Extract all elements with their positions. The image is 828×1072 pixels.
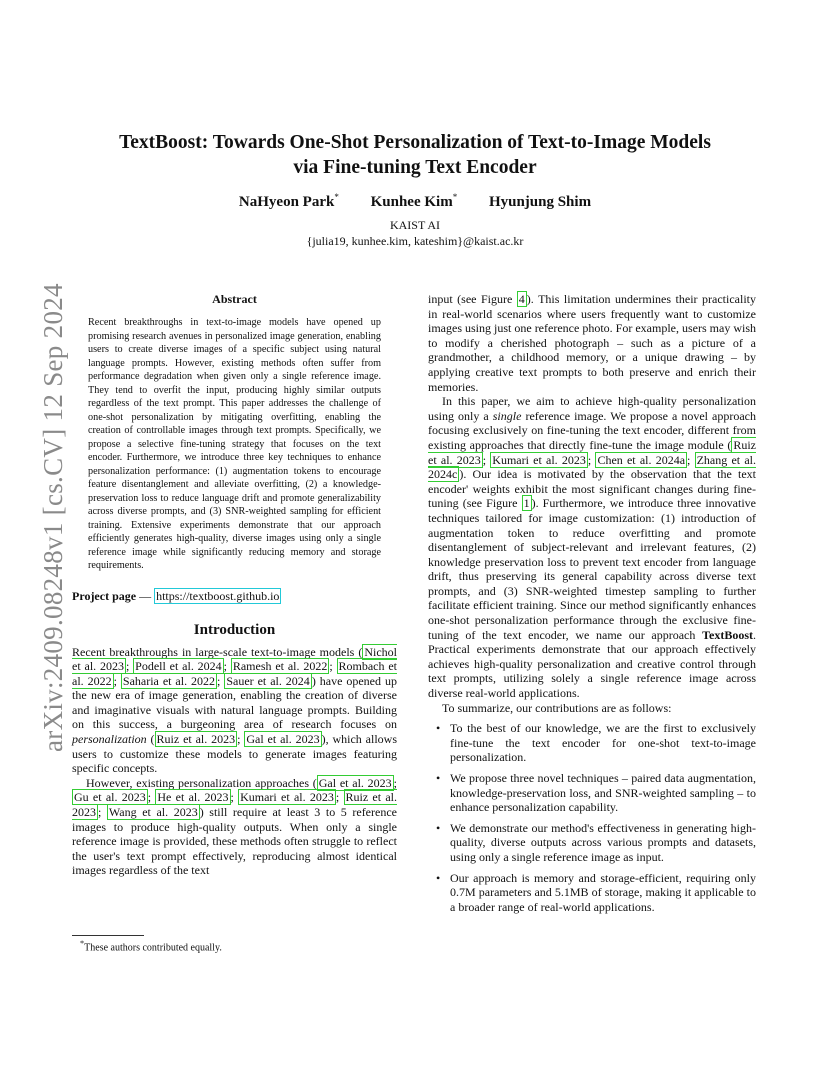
contributions-intro: To summarize, our contributions are as follows: (442, 700, 672, 715)
citation-link[interactable]: Rombach et al. 2022 (72, 659, 397, 688)
intro-paragraph-2: However, existing personalization approaches ( Gal et al. 2023 ; Gu et al. 2023 ; He et al. 2023 ; Kumari et al. 2023 ; Ruiz et al. 2023 ; Wang et al. 2023 ) still require at least 3 to 5 reference images to produce high-quality outputs. When only a single reference image is provided, these methods often struggle to reflect the user's text prompt effectively, reproducing almost identical images regardless of the text (72, 775, 398, 878)
right-paragraph-2: In this paper, we aim to achieve high-quality personalization using only a single reference image. We propose a novel approach focusing exclusively on fine-tuning the text encoder, different from existing approaches that directly fine-tune the image module ( Ruiz et al. 2023 ; Kumari et al. 2023 ; Chen et al. 2024a ; Zhang et al. 2024c ). Our idea is motivated by the observation that the text encoder' weights exhibit the most significant changes during fine-tuning (see Figure 1 ). Furthermore, we introduce three innovative techniques tailored for image customization: (1) introduction of augmentation token to reduce overfitting and promote disentanglement of subject-relevant and irrelevant features, (2) knowledge preservation loss to prevent text encoder from language drift, thus preserving its general capability across diverse text prompts, and (3) SNR-weighted timestep sampling to further facilitate efficient training. Since our method significantly enhances one-shot personalization performance through the exclusive fine-tuning of the text encoder, we name our approach TextBoost. Practical experiments demonstrate that our approach effectively achieves high-quality personalization and creative control through text prompts, utilizing solely a single reference image across diverse real-world applications. (428, 394, 756, 701)
arxiv-identifier: arXiv:2409.08248v1 [cs.CV] 12 Sep 2024 (38, 283, 68, 752)
list-item: • We demonstrate our method's effectiveness in generating high-quality, diverse outputs across various prompts and datasets, using only a single reference image as input. (436, 820, 756, 864)
citation-link[interactable]: Saharia et al. 2022 (122, 673, 216, 688)
author-3: Hyunjung Shim (488, 194, 592, 210)
author-emails: {julia19, kunhee.kim, kateshim}@kaist.ac.kr (306, 234, 524, 248)
title-line-2: via Fine-tuning Text Encoder (293, 157, 537, 178)
project-page-label: Project page (72, 588, 137, 603)
citation-link[interactable]: Zhang et al. 2024c (428, 452, 756, 482)
citation-link[interactable]: Ruiz et al. 2023 (428, 437, 756, 467)
left-column (72, 292, 397, 878)
project-page-link[interactable]: https://textboost.github.io (156, 588, 280, 603)
footnote: *These authors contributed equally. (80, 939, 222, 954)
intro-paragraph-1: Recent breakthroughs in large-scale text-to-image models ( Nichol et al. 2023 ; Podell et al. 2024 ; Ramesh et al. 2022 ; Rombach et al. 2022 ; Saharia et al. 2022 ; Sauer et al. 2024 ) have opened up the new era of image generation, enabling the creation of diverse and imaginative visuals with natural language prompts. Building on this success, a burgeoning area of research focuses on personalization ( Ruiz et al. 2023 ; Gal et al. 2023 ), which allows users to customize these models to generate images featuring specific concepts. (72, 644, 397, 776)
title-line-1: TextBoost: Towards One-Shot Personalization of Text-to-Image Models (119, 132, 711, 153)
citation-link[interactable]: Ramesh et al. 2022 (232, 659, 328, 674)
project-page-line: Project page — https://textboost.github.io (72, 588, 280, 603)
citation-link[interactable]: Sauer et al. 2024 (226, 673, 310, 688)
bullet-icon: • (436, 870, 441, 885)
citation-link[interactable]: Wang et al. 2023 (108, 805, 198, 820)
author-1: NaHyeon Park* (238, 192, 339, 210)
citation-link[interactable]: He et al. 2023 (157, 790, 229, 805)
citation-link[interactable]: Gal et al. 2023 (246, 732, 320, 747)
bullet-icon: • (436, 771, 441, 785)
citation-link[interactable]: Nichol et al. 2023 (72, 644, 397, 674)
citation-link[interactable]: Ruiz et al. 2023 (72, 790, 398, 820)
right-paragraph-1: input (see Figure 4 ). This limitation undermines their practicality in real-world scenarios where users frequently want to customize images using just one reference photo. For example, users may wish to modify a cherished photograph – such as a picture of a grandmother, a childhood memory, or a unique drawing – by applying creative text prompts to both preserve and enrich their memories. (428, 292, 756, 394)
contributions-list (428, 721, 756, 914)
paper-title (80, 130, 750, 180)
list-item: • To the best of our knowledge, we are the first to exclusively fine-tune the text encoder for one-shot text-to-image personalization. (436, 721, 756, 765)
citation-link[interactable]: Gal et al. 2023 (318, 775, 392, 790)
right-column (428, 292, 756, 920)
citation-link[interactable]: Podell et al. 2024 (135, 659, 222, 674)
author-2: Kunhee Kim* (370, 192, 458, 210)
citation-link[interactable]: Kumari et al. 2023 (492, 452, 586, 467)
introduction-heading: Introduction (193, 621, 276, 638)
citation-link[interactable]: Kumari et al. 2023 (240, 790, 334, 805)
bullet-icon: • (436, 721, 441, 736)
figure-ref-link[interactable]: 4 (518, 292, 525, 306)
citation-link[interactable]: Chen et al. 2024a (597, 452, 686, 467)
abstract-text: Recent breakthroughs in text-to-image models have opened up promising research avenues in personalized image generation, enabling users to create diverse images of a specific subject using natural language prompts. However, existing methods often suffer from performance degradation when given only a single reference image. They tend to overfit the input, producing highly similar outputs regardless of the text prompt. This paper addresses the challenge of one-shot personalization by mitigating overfitting, enabling the creation of controllable images through text prompts. Specifically, we propose a selective fine-tuning strategy that focuses on the text encoder. Furthermore, we introduce three key techniques to enhance personalization performance: (1) augmentation tokens to encourage feature disentanglement and alleviate overfitting, (2) a knowledge-preservation loss to reduce language drift and promote generalizability across diverse prompts, and (3) SNR-weighted sampling for efficient training. Extensive experiments demonstrate that our approach efficiently generates high-quality, diverse images using only a single reference image while significantly reducing memory and storage requirements. (88, 317, 381, 571)
citation-link[interactable]: Ruiz et al. 2023 (156, 732, 236, 747)
list-item: • Our approach is memory and storage-efficient, requiring only 0.7M parameters and 5.1MB of storage, making it applicable to a broader range of real-world applications. (436, 870, 756, 914)
abstract-heading: Abstract (212, 292, 257, 306)
list-item: • We propose three novel techniques – paired data augmentation, knowledge-preservation loss, and SNR-weighted sampling – to enhance personalization capability. (436, 771, 756, 815)
affiliation: KAIST AI (389, 218, 441, 232)
author-list (80, 192, 750, 211)
citation-link[interactable]: Gu et al. 2023 (74, 790, 146, 805)
bullet-icon: • (436, 820, 441, 835)
footnote-rule (72, 935, 144, 936)
figure-ref-link[interactable]: 1 (523, 496, 530, 511)
